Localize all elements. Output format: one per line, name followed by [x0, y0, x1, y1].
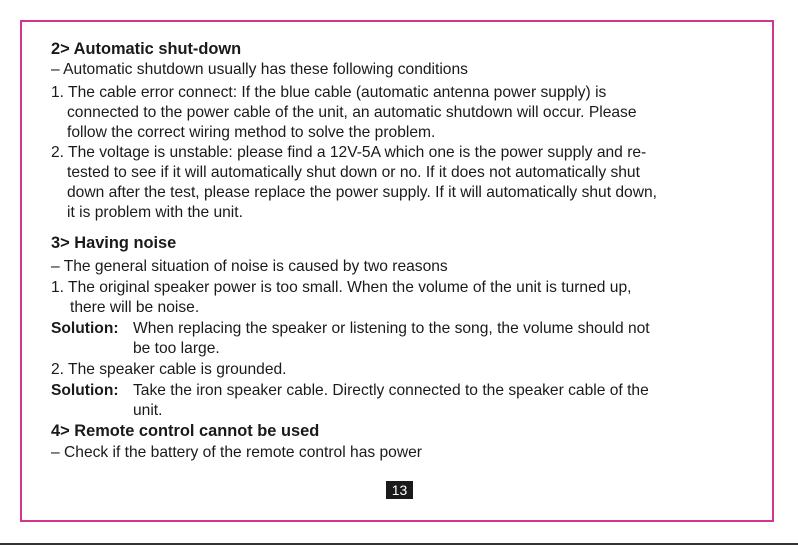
text-line: 2. The speaker cable is grounded. — [51, 361, 287, 378]
section-heading-shutdown: 2> Automatic shut-down — [51, 40, 242, 58]
text-line: 1. The original speaker power is too small. When the volume of the unit is turned up, — [51, 279, 632, 296]
text-line: unit. — [133, 402, 163, 419]
section-heading-noise: 3> Having noise — [51, 234, 177, 252]
text-line: When replacing the speaker or listening to the song, the volume should not — [133, 320, 650, 337]
text-line: Take the iron speaker cable. Directly connected to the speaker cable of the — [133, 382, 649, 399]
solution-label: Solution: — [51, 382, 119, 399]
solution-label: Solution: — [51, 320, 119, 337]
text-line: 1. The cable error connect: If the blue cable (automatic antenna power supply) is — [51, 84, 607, 101]
text-line: it is problem with the unit. — [67, 204, 243, 221]
text-line: follow the correct wiring method to solve the problem. — [67, 124, 436, 141]
page-number: 13 — [386, 481, 413, 499]
text-line: be too large. — [133, 340, 220, 357]
text-line: there will be noise. — [70, 299, 200, 316]
text-line: tested to see if it will automatically shut down or no. If it does not automatically shut — [67, 164, 640, 181]
section-heading-remote: 4> Remote control cannot be used — [51, 422, 320, 440]
footer-rule — [0, 543, 798, 545]
section-intro-noise: – The general situation of noise is caused by two reasons — [51, 258, 448, 275]
text-line: connected to the power cable of the unit, an automatic shutdown will occur. Please — [67, 104, 637, 121]
section-intro-shutdown: – Automatic shutdown usually has these following conditions — [51, 61, 468, 78]
text-line: 2. The voltage is unstable: please find a 12V-5A which one is the power supply and re- — [51, 144, 647, 161]
text-line: down after the test, please replace the power supply. If it will automatically shut down, — [67, 184, 657, 201]
section-intro-remote: – Check if the battery of the remote control has power — [51, 444, 422, 461]
